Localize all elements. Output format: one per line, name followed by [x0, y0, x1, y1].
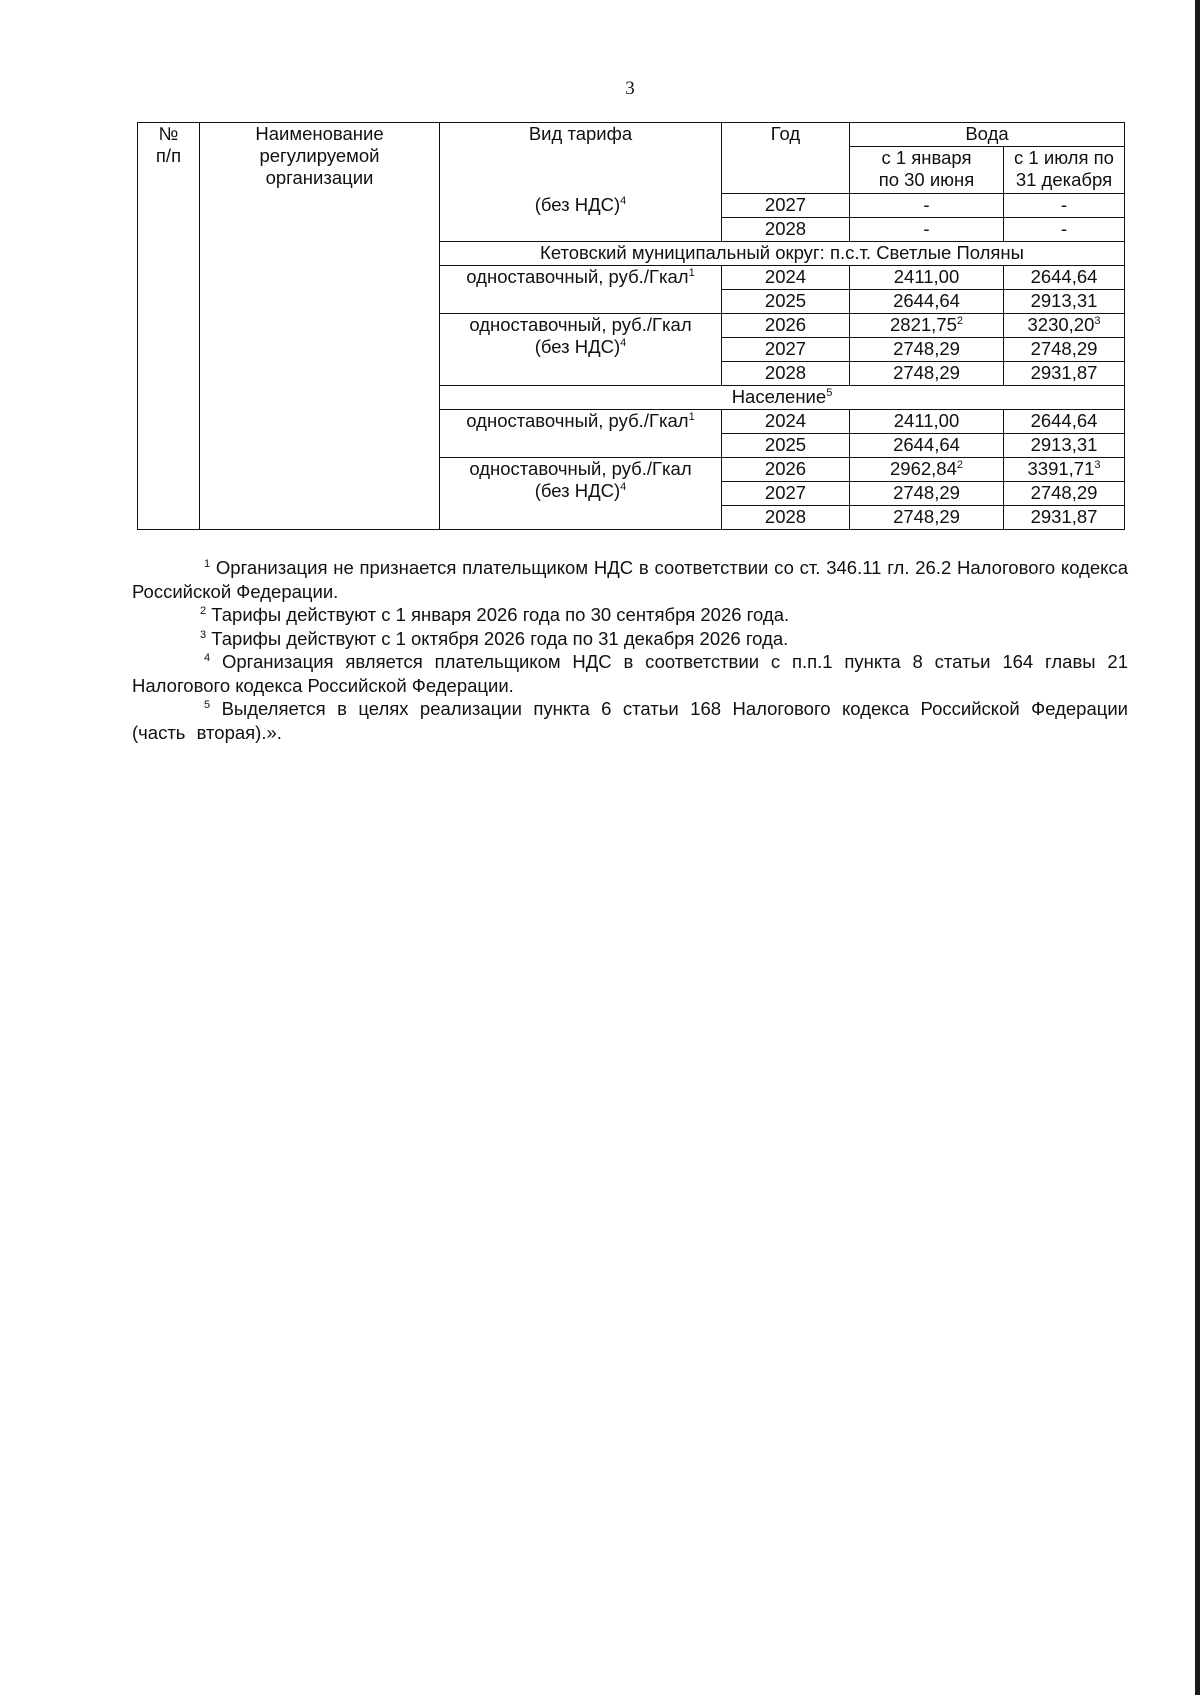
value-text: 2411,00 [893, 410, 960, 431]
value-cell [1004, 506, 1125, 530]
footnote-1: $^1$ Организация не признается плательщиком НДС в соответствии со ст. 346.11 гл. 26.2 Налогового кодекса Российской Федерации. [132, 557, 1129, 602]
value-sup: 2 [956, 314, 963, 327]
footnote-2: $^2$ Тарифы действуют с 1 января 2026 года по 30 сентября 2026 года. [200, 604, 790, 625]
value-cell [1004, 482, 1125, 506]
value-cell [1004, 338, 1125, 362]
header-period-1: с 1 января по 30 июня [850, 147, 1004, 194]
header-year: Год [722, 123, 850, 194]
value-text: 2644,64 [893, 434, 960, 455]
year-cell: 2027 [722, 194, 850, 218]
year-cell: 2026 [722, 458, 850, 482]
value-text: 2821,75 [890, 314, 957, 335]
value-cell [850, 482, 1004, 506]
value-cell [850, 266, 1004, 290]
value-text: 2962,84 [890, 458, 957, 479]
tariff-table [137, 122, 1125, 530]
value-cell [1004, 290, 1125, 314]
footnotes [132, 556, 1128, 744]
value-cell [850, 314, 1004, 338]
value-cell [850, 290, 1004, 314]
value-text: 2411,00 [893, 266, 960, 287]
tariff-label-text: (без НДС) [534, 480, 621, 501]
header-tariff: Вид тарифа [440, 123, 722, 194]
year-cell: 2025 [722, 290, 850, 314]
value-text: 2644,64 [1030, 266, 1098, 287]
section-title-text: Население [731, 386, 827, 407]
footnote-5: $^5$ Выделяется в целях реализации пункта 6 статьи 168 Налогового кодекса Российской Федерации (часть вторая).». [132, 698, 1129, 743]
value-text: 2748,29 [893, 482, 960, 503]
value-text: 3230,20 [1027, 314, 1095, 335]
tariff-label [440, 410, 722, 458]
value-cell [850, 434, 1004, 458]
header-water: Вода [850, 123, 1125, 147]
value-cell [1004, 362, 1125, 386]
value-cell [1004, 314, 1125, 338]
section-title [440, 386, 1125, 410]
year-cell: 2024 [722, 266, 850, 290]
value-cell: - [850, 194, 1004, 218]
value-cell [1004, 266, 1125, 290]
tariff-label-line [443, 480, 718, 502]
footnote-4: $^4$ Организация является плательщиком НДС в соответствии с п.п.1 пункта 8 статьи 164 главы 21 Налогового кодекса Российской Федерации. [132, 651, 1128, 696]
year-cell: 2026 [722, 314, 850, 338]
value-text: 2748,29 [1030, 338, 1098, 359]
tariff-label-text: одноставочный, руб./Гкал [466, 410, 689, 431]
value-cell: - [1004, 218, 1125, 242]
header-period-2: с 1 июля по 31 декабря [1004, 147, 1125, 194]
value-cell [850, 458, 1004, 482]
tariff-label [440, 266, 722, 314]
scan-edge [1195, 0, 1200, 1695]
value-text: 2644,64 [1030, 410, 1098, 431]
value-text: 2931,87 [1030, 362, 1098, 383]
tariff-label-line: одноставочный, руб./Гкал [469, 458, 692, 479]
value-cell [1004, 458, 1125, 482]
value-sup: 3 [1094, 314, 1101, 327]
year-cell: 2028 [722, 506, 850, 530]
value-sup: 3 [1094, 458, 1101, 471]
section-title-sup: 5 [826, 386, 833, 399]
value-cell [850, 338, 1004, 362]
value-cell [1004, 410, 1125, 434]
top-tariff-label: (без НДС)$^4$ [440, 194, 722, 242]
year-cell: 2027 [722, 482, 850, 506]
page-number: 3 [625, 78, 635, 99]
value-cell [850, 410, 1004, 434]
value-cell [1004, 434, 1125, 458]
value-text: 2748,29 [893, 338, 960, 359]
tariff-label-sup: 4 [620, 480, 627, 493]
tariff-label-sup: 1 [688, 410, 695, 423]
year-cell: 2025 [722, 434, 850, 458]
value-text: 2748,29 [1030, 482, 1098, 503]
value-text: 2913,31 [1030, 290, 1098, 311]
tariff-label-sup: 1 [688, 266, 695, 279]
tariff-label-line: одноставочный, руб./Гкал [469, 314, 692, 335]
year-cell: 2028 [722, 362, 850, 386]
value-cell [850, 362, 1004, 386]
header-org: Наименование регулируемой организации [200, 123, 440, 530]
value-text: 2931,87 [1030, 506, 1098, 527]
value-cell: - [1004, 194, 1125, 218]
value-text: 2913,31 [1030, 434, 1098, 455]
section-title [440, 242, 1125, 266]
value-cell: - [850, 218, 1004, 242]
value-text: 2748,29 [893, 362, 960, 383]
year-cell: 2027 [722, 338, 850, 362]
value-text: 2748,29 [893, 506, 960, 527]
tariff-label-line [443, 336, 718, 358]
value-sup: 2 [956, 458, 963, 471]
tariff-label [440, 314, 722, 386]
year-cell: 2024 [722, 410, 850, 434]
footnote-3: $^3$ Тарифы действуют с 1 октября 2026 года по 31 декабря 2026 года. [200, 627, 789, 649]
tariff-label-sup: 4 [620, 336, 627, 349]
year-cell: 2028 [722, 218, 850, 242]
tariff-label-text: (без НДС) [534, 336, 621, 357]
header-num: № п/п [138, 123, 200, 530]
value-text: 3391,71 [1027, 458, 1095, 479]
header-row-1 [138, 123, 1125, 147]
section-title-text: Кетовский муниципальный округ: п.с.т. Светлые Поляны [540, 242, 1024, 263]
tariff-label [440, 458, 722, 530]
value-cell [850, 506, 1004, 530]
value-text: 2644,64 [893, 290, 960, 311]
tariff-label-text: одноставочный, руб./Гкал [466, 266, 689, 287]
